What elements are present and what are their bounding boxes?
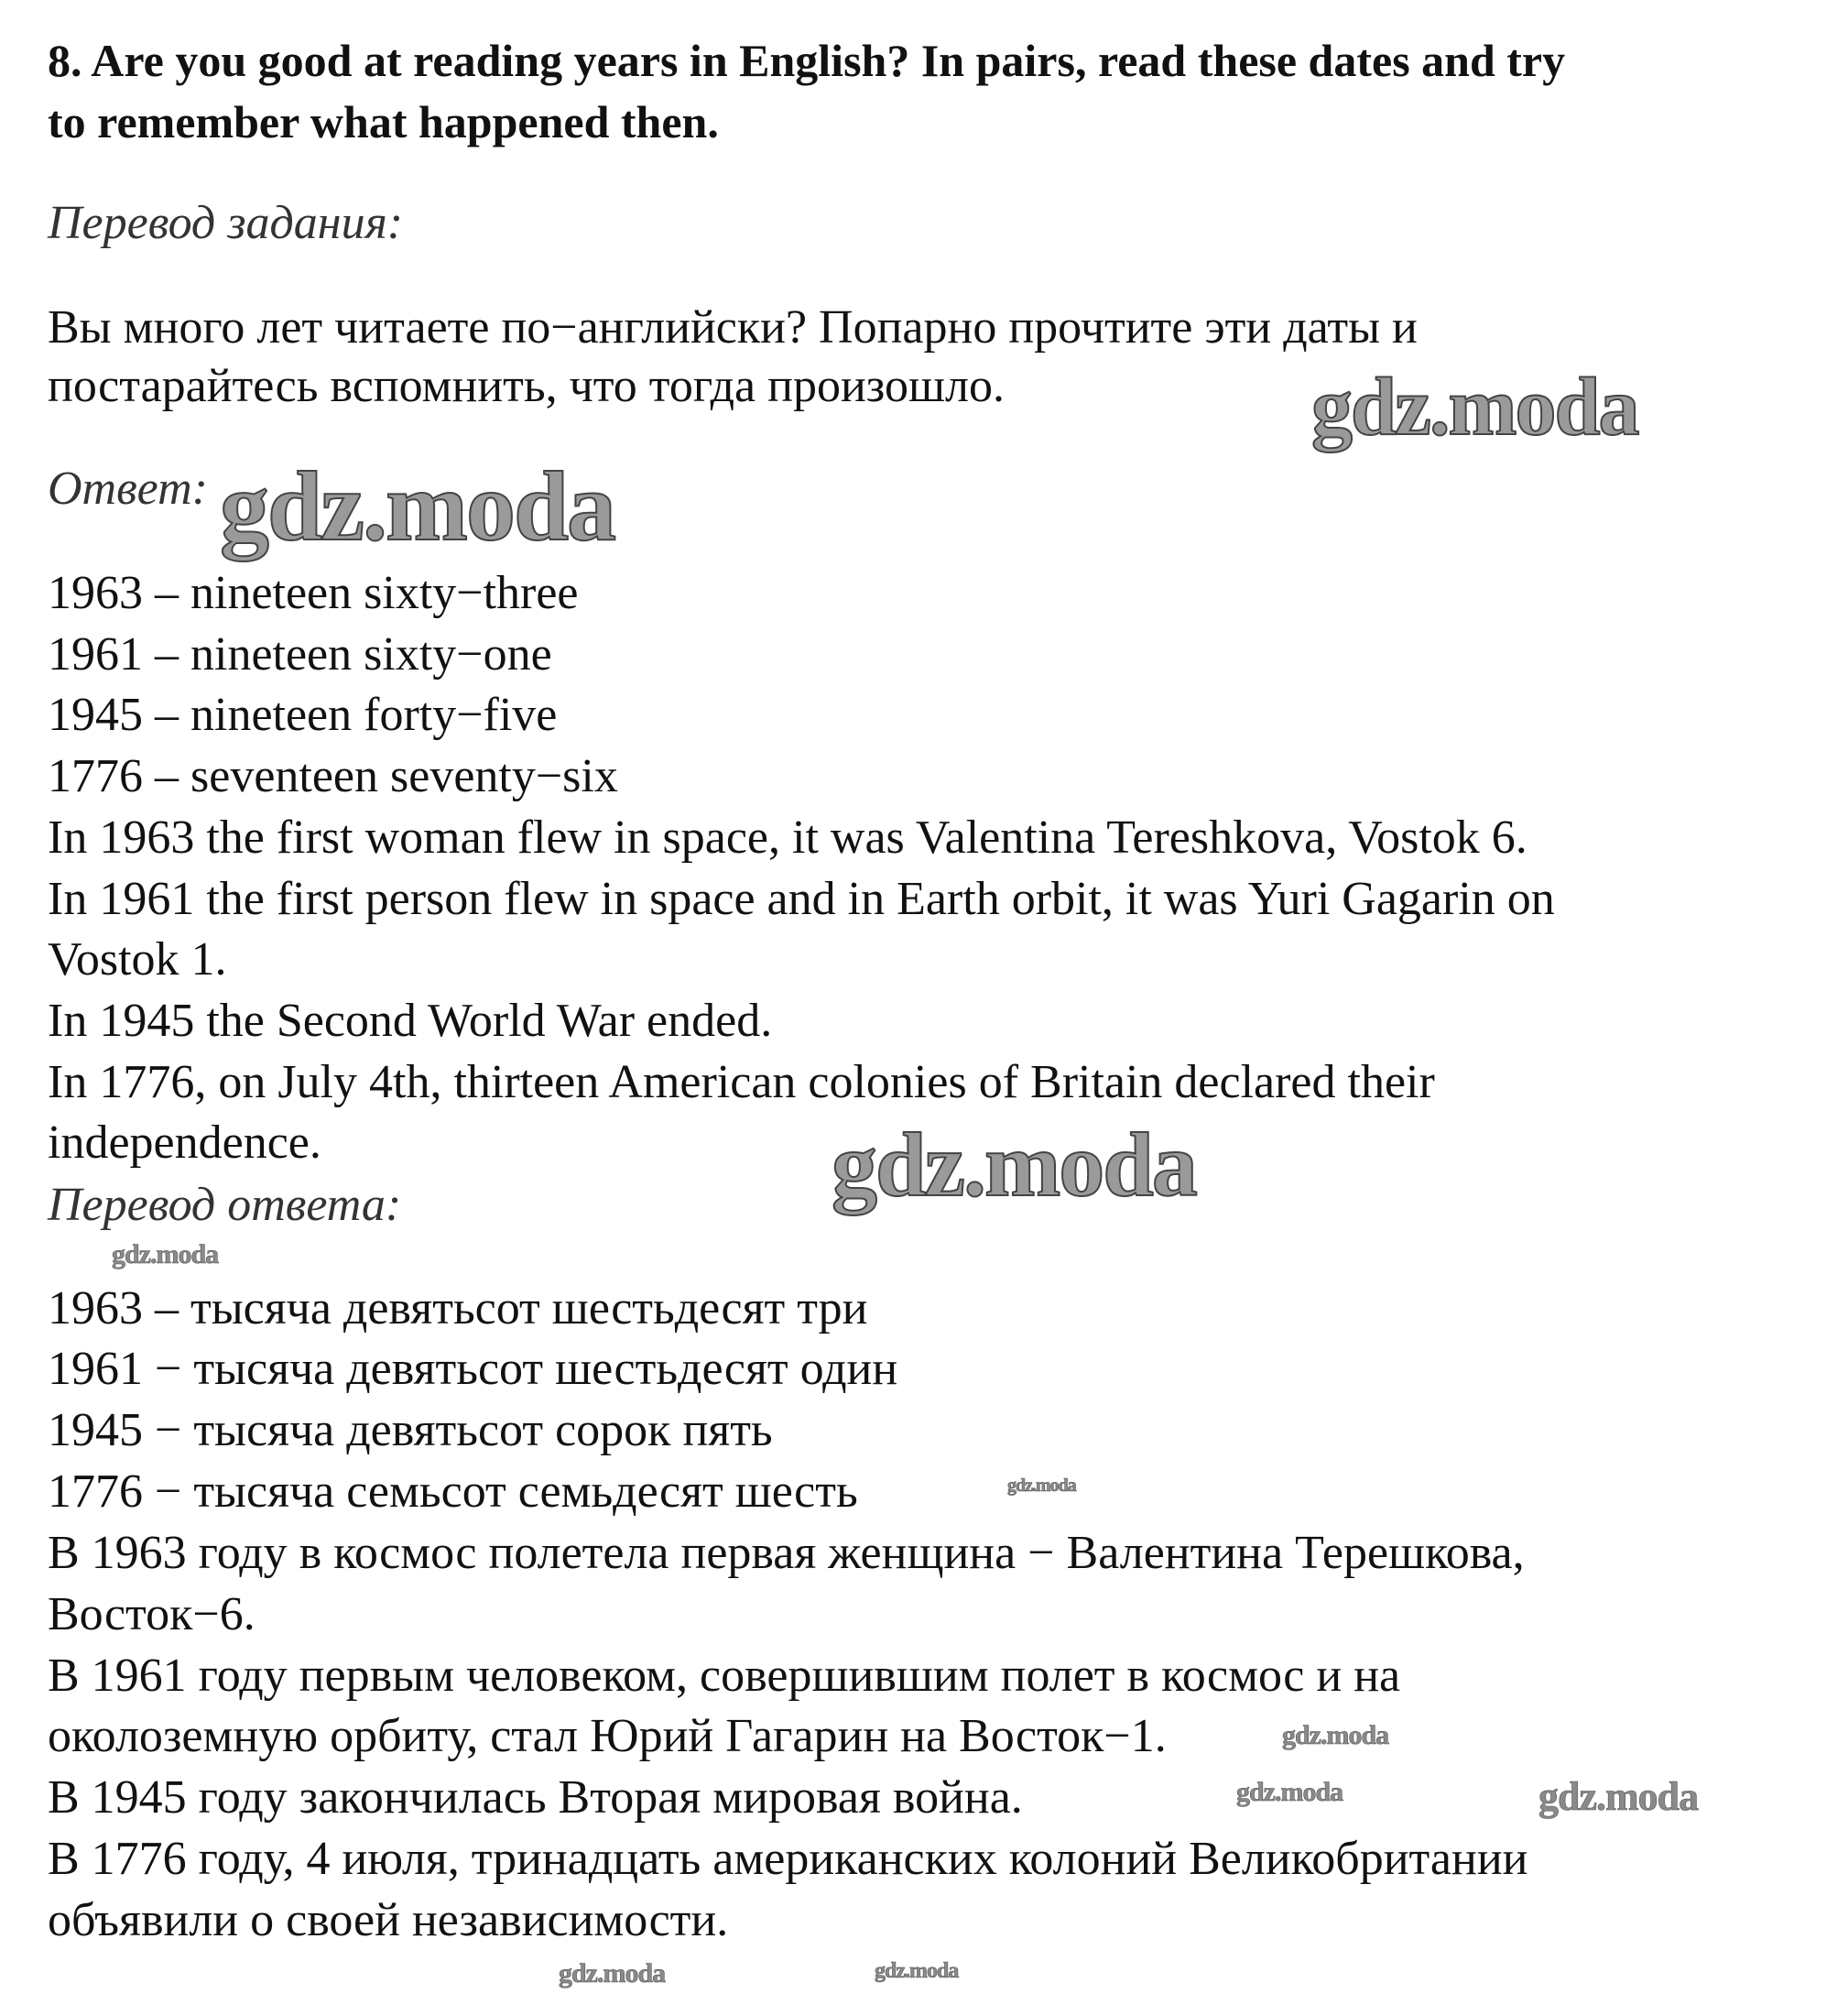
- watermark-logo: gdz.moda: [220, 452, 615, 561]
- answer-line: 1961 – nineteen sixty−one: [48, 628, 552, 681]
- task-heading-line: 8. Are you good at reading years in English? In pairs, read these dates and try: [48, 35, 1566, 86]
- watermark-logo: gdz.moda: [559, 1958, 666, 1988]
- answer-line: In 1945 the Second World War ended.: [48, 995, 773, 1047]
- answer-translation-line: околоземную орбиту, стал Юрий Гагарин на Восток−1.: [48, 1710, 1167, 1762]
- watermark-logo: gdz.moda: [832, 1114, 1196, 1215]
- answer-translation-label: Перевод ответа:: [48, 1179, 402, 1231]
- answer-translation-line: 1945 − тысяча девятьсот сорок пять: [48, 1404, 773, 1456]
- answer-line: 1776 – seventeen seventy−six: [48, 750, 618, 802]
- answer-line: independence.: [48, 1116, 321, 1169]
- watermark-logo: gdz.moda: [1236, 1777, 1343, 1807]
- watermark-logo: gdz.moda: [112, 1239, 219, 1269]
- answer-line: 1963 – nineteen sixty−three: [48, 567, 579, 619]
- translation-line: Вы много лет читаете по−английски? Попарно прочтите эти даты и: [48, 301, 1418, 354]
- translation-line: постарайтесь вспомнить, что тогда произошло.: [48, 360, 1006, 412]
- answer-line: In 1961 the first person flew in space and in Earth orbit, it was Yuri Gagarin on: [48, 873, 1555, 925]
- answer-translation-line: В 1963 году в космос полетела первая женщина − Валентина Терешкова,: [48, 1527, 1525, 1579]
- answer-line: In 1776, on July 4th, thirteen American colonies of Britain declared their: [48, 1056, 1435, 1108]
- answer-translation-line: 1961 − тысяча девятьсот шестьдесят один: [48, 1343, 898, 1395]
- answer-translation-line: 1776 − тысяча семьсот семьдесят шесть: [48, 1465, 858, 1518]
- watermark-logo: gdz.moda: [875, 1959, 959, 1983]
- watermark-logo: gdz.moda: [1538, 1774, 1699, 1819]
- answer-translation-line: Восток−6.: [48, 1588, 255, 1640]
- answer-line: In 1963 the first woman flew in space, it was Valentina Tereshkova, Vostok 6.: [48, 811, 1527, 864]
- translation-label: Перевод задания:: [48, 197, 404, 249]
- answer-translation-line: В 1945 году закончилась Вторая мировая война.: [48, 1771, 1023, 1824]
- task-heading-line: to remember what happened then.: [48, 96, 719, 147]
- answer-line: Vostok 1.: [48, 933, 227, 986]
- answer-line: 1945 – nineteen forty−five: [48, 689, 558, 741]
- answer-translation-line: В 1776 году, 4 июля, тринадцать американских колоний Великобритании: [48, 1833, 1528, 1885]
- answer-translation-line: 1963 – тысяча девятьсот шестьдесят три: [48, 1282, 868, 1334]
- watermark-logo: gdz.moda: [1282, 1720, 1389, 1750]
- watermark-logo: gdz.moda: [1007, 1476, 1076, 1496]
- watermark-logo: gdz.moda: [1311, 362, 1638, 452]
- answer-label: Ответ:: [48, 463, 208, 515]
- answer-translation-line: В 1961 году первым человеком, совершившим полет в космос и на: [48, 1650, 1401, 1702]
- answer-translation-line: объявили о своей независимости.: [48, 1894, 729, 1946]
